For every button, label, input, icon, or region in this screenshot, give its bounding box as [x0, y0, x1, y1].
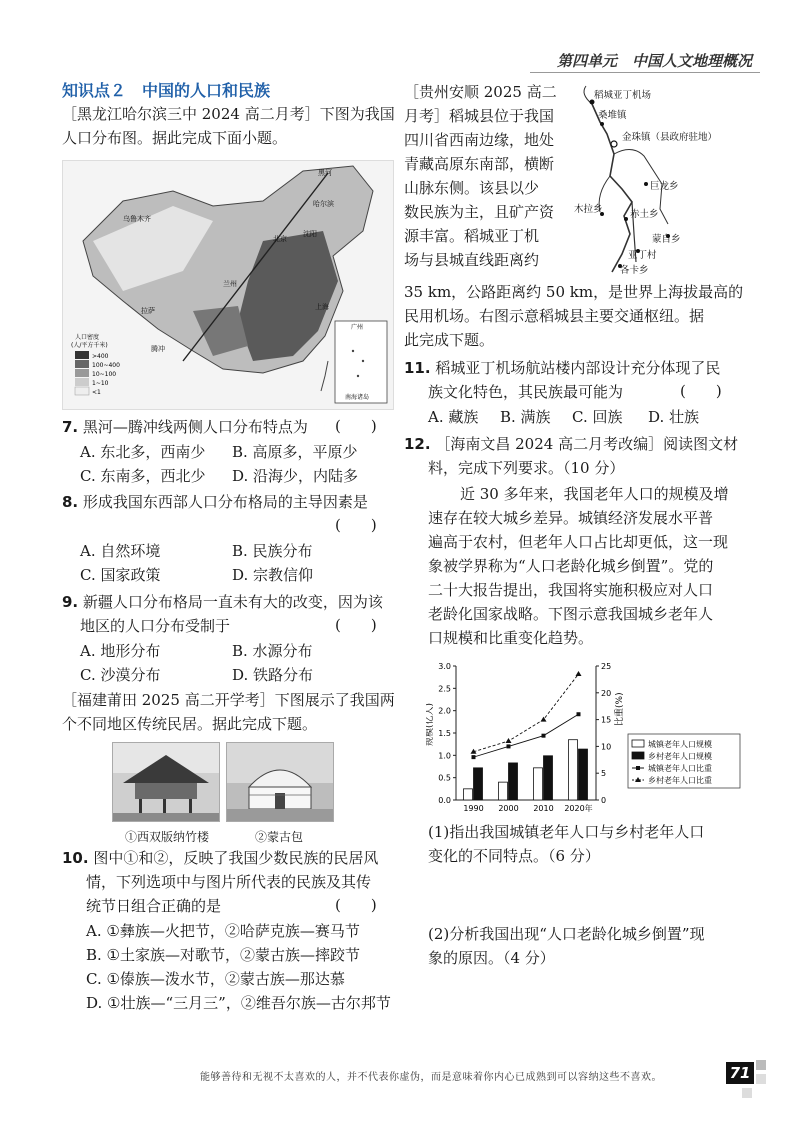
legend-swatch-3 — [75, 369, 89, 377]
q7-stem — [62, 415, 308, 439]
q8-text: 形成我国东西部人口分布格局的主导因素是 — [82, 493, 368, 511]
q12-sub2-line-1: (2)分析我国出现“人口老龄化城乡倒置”现 — [428, 925, 705, 943]
legend-swatch-1 — [632, 752, 644, 759]
legend-title-1: 人口密度 — [75, 334, 100, 341]
route-label-mula: 木拉乡 — [574, 204, 603, 215]
label-lanzhou: 兰州 — [223, 280, 237, 288]
q11-number: 11. — [404, 359, 431, 377]
chart-line-rural-share — [474, 674, 579, 752]
chart-legend — [628, 734, 740, 788]
chart-bar-urban — [569, 740, 578, 800]
q11-option-a[interactable]: A. 藏族 — [428, 408, 479, 426]
q10-option-d[interactable]: D. ①壮族—“三月三”，②维吾尔族—古尔邦节 — [86, 994, 391, 1012]
chart-y2tick-label: 25 — [601, 662, 612, 671]
chart-ytick-label: 0.5 — [438, 773, 451, 783]
chart-bar-urban — [534, 768, 543, 800]
q9-option-b[interactable]: B. 水源分布 — [232, 642, 313, 660]
label-tengchong: 腾冲 — [151, 345, 165, 353]
q7-text: 黑河—腾冲线两侧人口分布特点为 — [82, 418, 308, 436]
chart-ytick-label: 2.5 — [438, 684, 451, 694]
q9-number: 9. — [62, 593, 79, 611]
chart-bar-rural — [509, 763, 518, 800]
chart-bar-rural — [474, 768, 483, 800]
right-intro-full-1: 35 km，公路距离约 50 km，是世界上海拔最高的 — [404, 283, 744, 301]
right-intro-line-4: 青藏高原东南部，横断 — [404, 155, 555, 173]
q10-option-a[interactable]: A. ①彝族—火把节，②哈萨克族—赛马节 — [86, 922, 360, 940]
chart-point-urban-share — [542, 734, 546, 738]
photo-caption-1: ①西双版纳竹楼 — [125, 830, 210, 844]
q9-option-c[interactable]: C. 沙漠分布 — [80, 666, 161, 684]
chart-y2tick-label: 20 — [601, 688, 612, 698]
chart-svg — [426, 656, 746, 816]
chart-xtick-label: 2000 — [498, 804, 519, 813]
q7-option-d[interactable]: D. 沿海少，内陆多 — [232, 467, 359, 485]
q11-stem-line-1 — [404, 356, 720, 380]
chart-point-rural-share — [506, 738, 512, 743]
footer-quote: 能够善待和无视不太喜欢的人，并不代表你虚伪，而是意味着你内心已成熟到可以容纳这些不喜欢。 — [200, 1072, 662, 1083]
legend-label-2: 城镇老年人口比重 — [648, 764, 712, 773]
chart-ytick-label: 1.5 — [438, 729, 451, 738]
right-intro-line-2: 月考］稻城县位于我国 — [404, 107, 555, 125]
chart-ytick-label: 3.0 — [438, 662, 451, 671]
route-label-airport: 稻城亚丁机场 — [594, 90, 652, 101]
intro-2-line-2: 个不同地区传统民居。据此完成下题。 — [62, 715, 318, 733]
q12-material-3: 遍高于农村，但老年人口占比却更低，这一现 — [428, 533, 729, 551]
q12-material-1: 近 30 多年来，我国老年人口的规模及增 — [460, 485, 729, 503]
chart-bar-rural — [579, 749, 588, 800]
corner-decoration-3 — [742, 1088, 752, 1098]
route-map — [572, 84, 750, 280]
chart-point-rural-share — [576, 671, 582, 676]
q10-text-1: 图中①和②，反映了我国少数民族的民居风 — [93, 849, 379, 867]
q10-number: 10. — [62, 849, 89, 867]
legend-label-1: 乡村老年人口规模 — [648, 752, 712, 761]
corner-decoration-2 — [756, 1074, 766, 1084]
taiwan-mark — [321, 361, 328, 391]
chart-y2tick-label: 5 — [601, 769, 607, 779]
unit-header: 第四单元 中国人文地理概况 — [556, 52, 752, 70]
intro-1-line-2: 人口分布图。据此完成下面小题。 — [62, 129, 288, 147]
q9-option-a[interactable]: A. 地形分布 — [80, 642, 161, 660]
chart-ylabel: 规模(亿人) — [426, 702, 435, 746]
q12-text-1: ［海南文昌 2024 高二月考改编］阅读图文材 — [435, 435, 739, 453]
route-label-jinzhu: 金珠镇（县政府驻地） — [622, 132, 718, 143]
chart-y2tick-label: 10 — [601, 742, 612, 752]
map-legend — [71, 333, 120, 396]
legend-label-0: 城镇老年人口规模 — [648, 740, 712, 749]
section-title: 知识点２ 中国的人口和民族 — [62, 81, 271, 100]
q7-option-c[interactable]: C. 东南多，西北少 — [80, 467, 206, 485]
legend-swatch-5 — [75, 387, 89, 395]
route-label-sangdui: 桑堆镇 — [598, 110, 627, 121]
legend-label-1: >400 — [92, 353, 109, 360]
legend-swatch-0 — [632, 740, 644, 747]
chart-xtick-label: 2010 — [533, 804, 554, 813]
q7-number: 7. — [62, 418, 79, 436]
legend-label-5: <1 — [92, 389, 101, 396]
chart-line-urban-share — [474, 714, 579, 757]
chart-bar-urban — [464, 789, 473, 800]
q11-text-2: 族文化特色，其民族最可能为 — [428, 383, 624, 401]
route-label-mengzi: 蒙自乡 — [652, 234, 681, 245]
photo-bamboo-house — [112, 742, 220, 822]
q12-number: 12. — [404, 435, 431, 453]
legend-marker-2 — [636, 766, 640, 770]
q11-option-b[interactable]: B. 满族 — [500, 408, 551, 426]
header-rule — [530, 72, 760, 73]
q9-stem-line-1 — [62, 590, 383, 614]
q12-sub2-answer-area[interactable] — [428, 972, 738, 1042]
label-urumqi: 乌鲁木齐 — [123, 215, 151, 223]
label-guangzhou: 广州 — [351, 324, 364, 331]
chart-y2label: 比重(%) — [615, 692, 625, 726]
q12-sub1-line-2: 变化的不同特点。（6 分） — [428, 847, 600, 865]
route-label-chitu: 赤土乡 — [630, 209, 659, 220]
q12-text-2: 料，完成下列要求。（10 分） — [428, 459, 625, 477]
right-intro-line-1: ［贵州安顺 2025 高二 — [404, 83, 557, 101]
q10-text-3: 统节日组合正确的是 — [86, 897, 222, 915]
label-nanhai: 南海诸岛 — [345, 394, 370, 401]
q12-material-5: 二十大报告提出，我国将实施积极应对人口 — [428, 581, 714, 599]
q11-text-1: 稻城亚丁机场航站楼内部设计充分体现了民 — [435, 359, 721, 377]
chart-xtick-label: 1990 — [463, 804, 484, 813]
route-label-julong: 巨龙乡 — [650, 181, 679, 192]
right-intro-line-8: 场与县城直线距离约 — [404, 251, 540, 269]
q9-text-1: 新疆人口分布格局一直未有大的改变，因为该 — [82, 593, 383, 611]
q8-option-d[interactable]: D. 宗教信仰 — [232, 566, 314, 584]
q9-text-2: 地区的人口分布受制于 — [80, 617, 231, 635]
right-intro-line-6: 数民族为主，且矿产资 — [404, 203, 555, 221]
population-map — [62, 160, 394, 410]
q12-material-4: 象被学界称为“人口老龄化城乡倒置”。党的 — [428, 557, 714, 575]
q7-option-a[interactable]: A. 东北多，西南少 — [80, 443, 206, 461]
chart-y2tick-label: 0 — [601, 796, 607, 805]
chart-point-urban-share — [472, 755, 476, 759]
q12-material-6: 老龄化国家战略。下图示意我国城乡老年人 — [428, 605, 714, 623]
q9-option-d[interactable]: D. 铁路分布 — [232, 666, 314, 684]
q12-sub1-answer-area[interactable] — [428, 870, 738, 918]
q7-answer-bracket[interactable]: ( ) — [335, 417, 377, 435]
q10-option-c[interactable]: C. ①傣族—泼水节，②蒙古族—那达慕 — [86, 970, 345, 988]
legend-label-4: 1~10 — [92, 380, 109, 387]
right-intro-line-7: 源丰富。稻城亚丁机 — [404, 227, 540, 245]
q9-answer-bracket[interactable]: ( ) — [335, 616, 377, 634]
q12-sub1-line-1: (1)指出我国城镇老年人口与乡村老年人口 — [428, 823, 705, 841]
legend-swatch-1 — [75, 351, 89, 359]
chart-point-urban-share — [577, 712, 581, 716]
chart-y2tick-label: 15 — [601, 715, 612, 725]
corner-decoration-1 — [756, 1060, 766, 1070]
chart-bar-urban — [499, 782, 508, 800]
q10-stem-line-1 — [62, 846, 378, 870]
intro-1-line-1: ［黑龙江哈尔滨三中 2024 高二月考］下图为我国 — [62, 105, 395, 123]
photo-caption-2: ②蒙古包 — [255, 830, 304, 844]
q8-option-c[interactable]: C. 国家政策 — [80, 566, 161, 584]
q12-material-7: 口规模和比重变化趋势。 — [428, 629, 594, 647]
right-intro-full-2: 民用机场。右图示意稻城县主要交通枢纽。据 — [404, 307, 705, 325]
q8-stem — [62, 490, 368, 514]
elderly-population-chart — [426, 656, 746, 816]
right-intro-line-5: 山脉东侧。该县以少 — [404, 179, 540, 197]
right-intro-full-3: 此完成下题。 — [404, 331, 495, 349]
q12-stem-line-1 — [404, 432, 738, 456]
q8-answer-bracket[interactable]: ( ) — [335, 516, 377, 534]
legend-label-3: 乡村老年人口比重 — [648, 776, 712, 785]
route-label-geka: 各卡乡 — [620, 265, 649, 276]
q7-option-b[interactable]: B. 高原多，平原少 — [232, 443, 358, 461]
legend-label-2: 100~400 — [92, 362, 120, 369]
label-shenyang: 沈阳 — [303, 230, 317, 238]
population-map-svg — [63, 161, 393, 409]
legend-swatch-2 — [75, 360, 89, 368]
page-number: 71 — [726, 1062, 754, 1084]
chart-ytick-label: 1.0 — [438, 751, 451, 761]
south-china-sea-inset — [335, 321, 387, 403]
chart-point-urban-share — [507, 744, 511, 748]
label-lhasa: 拉萨 — [141, 307, 155, 315]
q8-option-a[interactable]: A. 自然环境 — [80, 542, 161, 560]
q10-answer-bracket[interactable]: ( ) — [335, 896, 377, 914]
legend-label-3: 10~100 — [92, 371, 117, 378]
q11-answer-bracket[interactable]: ( ) — [680, 382, 722, 400]
legend-title-2: (人/平方千米) — [71, 342, 108, 349]
chart-marks — [464, 671, 588, 800]
q11-option-c[interactable]: C. 回族 — [572, 408, 623, 426]
q11-option-d[interactable]: D. 壮族 — [648, 408, 700, 426]
q10-option-b[interactable]: B. ①土家族—对歌节，②蒙古族—摔跤节 — [86, 946, 361, 964]
label-harbin: 哈尔滨 — [313, 200, 334, 208]
q12-sub2-line-2: 象的原因。（4 分） — [428, 949, 555, 967]
chart-bar-rural — [544, 756, 553, 800]
chart-ytick-label: 0.0 — [438, 796, 451, 805]
q12-material-2: 速存在较大城乡差异。城镇经济发展水平普 — [428, 509, 714, 527]
route-label-yading: 亚丁村 — [628, 250, 657, 261]
right-intro-line-3: 四川省西南边缘，地处 — [404, 131, 555, 149]
legend-swatch-4 — [75, 378, 89, 386]
chart-ytick-label: 2.0 — [438, 706, 451, 716]
photo-yurt — [226, 742, 334, 822]
q8-option-b[interactable]: B. 民族分布 — [232, 542, 313, 560]
label-heihe: 黑河 — [318, 169, 332, 177]
chart-xtick-label: 2020年 — [564, 804, 593, 813]
q8-number: 8. — [62, 493, 79, 511]
q10-text-2: 情，下列选项中与图片所代表的民族及其传 — [86, 873, 372, 891]
label-shanghai: 上海 — [315, 303, 329, 311]
intro-2-line-1: ［福建莆田 2025 高二开学考］下图展示了我国两 — [62, 691, 395, 709]
label-beijing: 北京 — [273, 235, 287, 243]
